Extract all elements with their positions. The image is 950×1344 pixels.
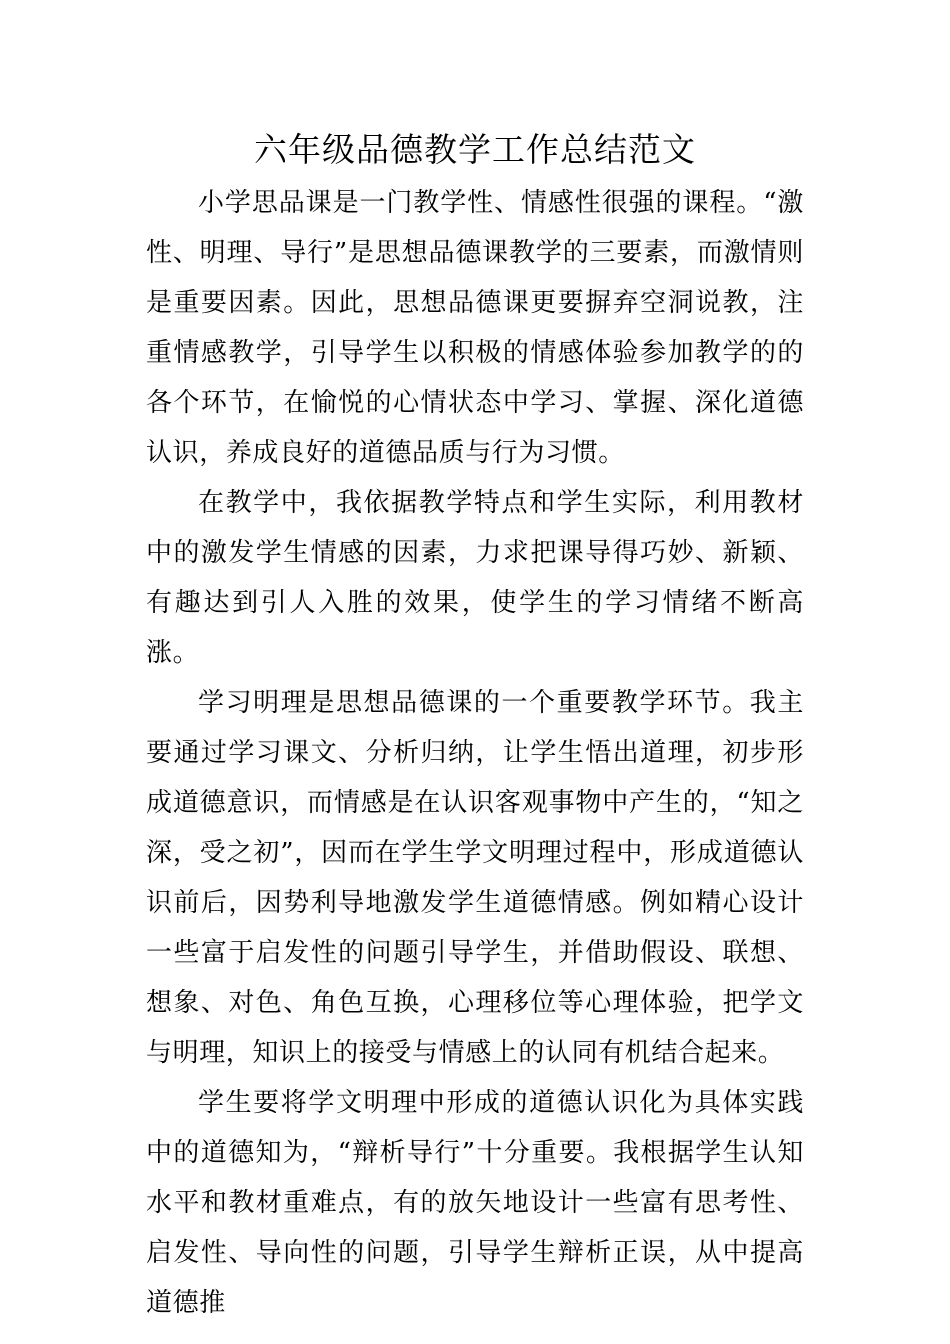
document-title: 六年级品德教学工作总结范文 [254, 130, 696, 169]
document-body [146, 178, 804, 1328]
paragraph: 在教学中，我依据教学特点和学生实际，利用教材中的激发学生情感的因素，力求把课导得巧妙、新颖、有趣达到引人入胜的效果，使学生的学习情绪不断高涨。 [146, 488, 804, 668]
paragraph: 小学思品课是一门教学性、情感性很强的课程。“激性、明理、导行”是思想品德课教学的三要素，而激情则是重要因素。因此，思想品德课更要摒弃空洞说教，注重情感教学，引导学生以积极的情感体验参加教学的的各个环节，在愉悦的心情状态中学习、掌握、深化道德认识，养成良好的道德品质与行为习惯。 [146, 188, 804, 468]
paragraph: 学习明理是思想品德课的一个重要教学环节。我主要通过学习课文、分析归纳，让学生悟出道理，初步形成道德意识，而情感是在认识客观事物中产生的，“知之深，受之初”，因而在学生学文明理过程中，形成道德认识前后，因势利导地激发学生道德情感。例如精心设计一些富于启发性的问题引导学生，并借助假设、联想、想象、对色、角色互换，心理移位等心理体验，把学文与明理，知识上的接受与情感上的认同有机结合起来。 [146, 688, 804, 1068]
paragraph: 学生要将学文明理中形成的道德认识化为具体实践中的道德知为，“辩析导行”十分重要。我根据学生认知水平和教材重难点，有的放矢地设计一些富有思考性、启发性、导向性的问题，引导学生辩析正误，从中提高道德推 [146, 1088, 804, 1318]
